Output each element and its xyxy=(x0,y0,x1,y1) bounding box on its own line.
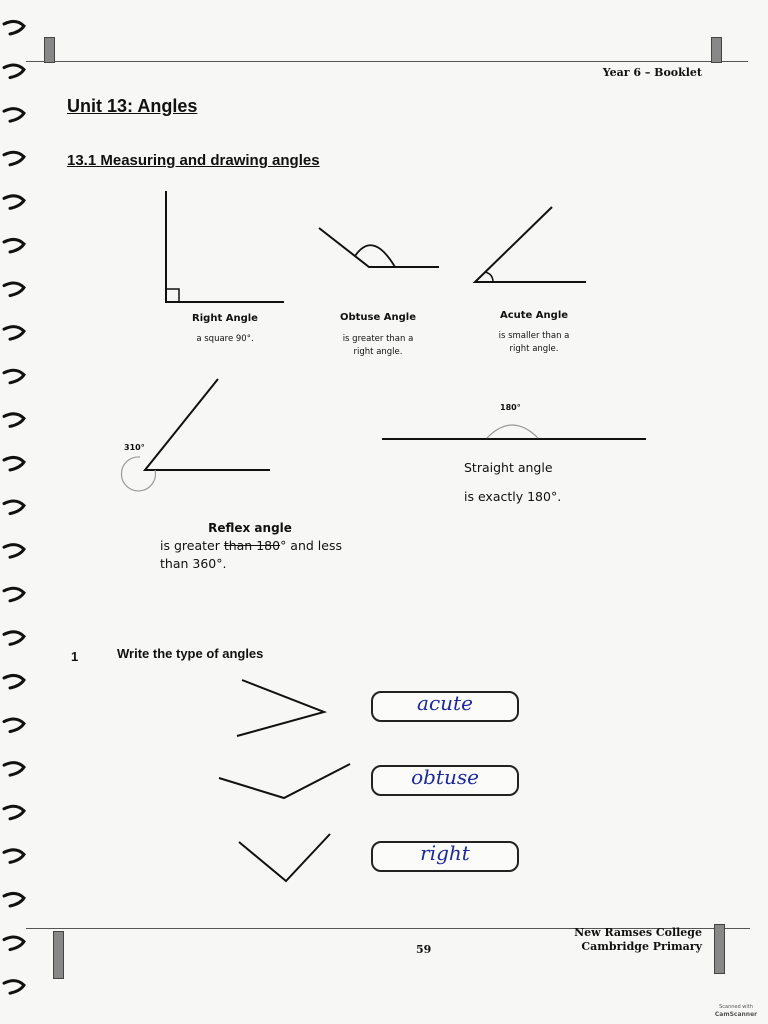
school-line-1: New Ramses College xyxy=(574,926,702,939)
spiral-coil xyxy=(4,239,24,252)
spiral-coil xyxy=(4,327,24,340)
acute-angle-desc-2: right angle. xyxy=(509,344,559,354)
reflex-angle-name: Reflex angle xyxy=(208,521,292,535)
question-obtuse-angle xyxy=(214,760,356,804)
obtuse-angle-desc-1: is greater than a xyxy=(342,334,414,344)
answer-3-text: right xyxy=(420,841,470,865)
question-number: 1 xyxy=(71,649,79,664)
reflex-desc-struck: than 180 xyxy=(223,538,281,553)
straight-angle-diagram xyxy=(380,410,650,445)
right-angle-name: Right Angle xyxy=(192,313,258,324)
reflex-desc-part-a: is greater xyxy=(160,538,224,553)
straight-degree-label: 180° xyxy=(500,403,521,412)
spiral-coil xyxy=(4,457,24,470)
reflex-desc-part-b: ° and less xyxy=(280,538,342,553)
spiral-coil xyxy=(4,501,24,514)
spiral-coil xyxy=(4,283,24,296)
reflex-angle-diagram xyxy=(120,375,280,495)
school-line-2: Cambridge Primary xyxy=(581,940,702,953)
footer-tab-left xyxy=(53,931,64,979)
spiral-coil xyxy=(4,981,24,994)
spiral-coil xyxy=(4,65,24,78)
school-name xyxy=(574,926,702,954)
scanner-line-1: Scanned with xyxy=(719,1004,753,1010)
reflex-angle-desc-1 xyxy=(160,538,342,553)
spiral-binding xyxy=(0,0,40,1024)
header-tab-left xyxy=(44,37,55,63)
spiral-coil xyxy=(4,152,24,165)
section-title: 13.1 Measuring and drawing angles xyxy=(67,152,320,169)
right-angle-desc: a square 90°. xyxy=(196,334,254,344)
spiral-coil xyxy=(4,850,24,863)
question-prompt: Write the type of angles xyxy=(117,646,264,661)
spiral-coil xyxy=(4,806,24,819)
right-angle-diagram xyxy=(150,185,290,310)
spiral-coil xyxy=(4,763,24,776)
scanner-line-2: CamScanner xyxy=(714,1011,758,1018)
unit-title: Unit 13: Angles xyxy=(67,96,198,116)
spiral-coil xyxy=(4,893,24,906)
footer-tab-right xyxy=(714,924,725,974)
question-right-angle xyxy=(234,830,334,886)
header-tab-right xyxy=(711,37,722,63)
question-acute-angle xyxy=(232,674,332,742)
answer-1-text: acute xyxy=(417,691,473,715)
reflex-degree-label: 310° xyxy=(124,443,145,452)
obtuse-angle-diagram xyxy=(315,220,445,275)
straight-angle-desc: is exactly 180°. xyxy=(464,489,562,504)
acute-angle-diagram xyxy=(468,200,593,290)
header-rule xyxy=(26,61,748,62)
spiral-coil xyxy=(4,937,24,950)
reflex-angle-desc-2: than 360°. xyxy=(160,556,227,571)
spiral-coil xyxy=(4,545,24,558)
page-number: 59 xyxy=(416,943,432,956)
booklet-label: Year 6 – Booklet xyxy=(602,66,702,79)
answer-box-1[interactable] xyxy=(371,691,519,722)
spiral-coil xyxy=(4,196,24,209)
spiral-coil xyxy=(4,719,24,732)
spiral-coil xyxy=(4,675,24,688)
answer-box-3[interactable] xyxy=(371,841,519,872)
answer-2-text: obtuse xyxy=(411,765,479,789)
spiral-coil xyxy=(4,414,24,427)
spiral-coil xyxy=(4,632,24,645)
straight-angle-name: Straight angle xyxy=(464,460,553,475)
acute-angle-name: Acute Angle xyxy=(499,310,569,321)
obtuse-angle-desc-2: right angle. xyxy=(353,347,403,357)
spiral-coil xyxy=(4,21,24,34)
scanner-watermark xyxy=(712,1004,760,1018)
spiral-coil xyxy=(4,109,24,122)
obtuse-angle-name: Obtuse Angle xyxy=(339,312,416,323)
acute-angle-desc-1: is smaller than a xyxy=(498,331,570,341)
answer-box-2[interactable] xyxy=(371,765,519,796)
spiral-coil xyxy=(4,370,24,383)
spiral-coil xyxy=(4,588,24,601)
